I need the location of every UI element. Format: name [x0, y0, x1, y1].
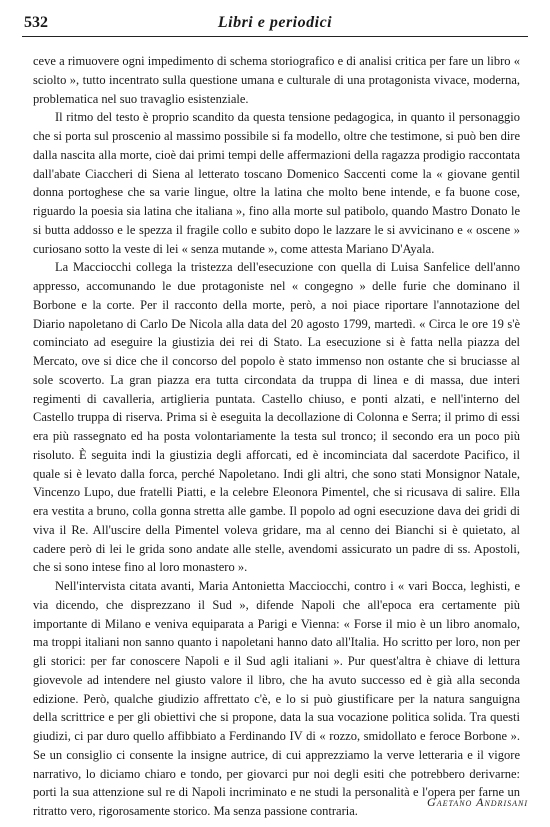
paragraph: ceve a rimuovere ogni impedimento di schema storiografico e di analisi critica per fare un libro « sciolto », tutto incentrato sulla questione umana e culturale di una protagonista vivace, moderna, problematica nel suo travaglio esistenziale.	[33, 54, 520, 106]
page-number: 532	[24, 14, 48, 31]
running-head: Libri e periodici	[217, 14, 333, 31]
author-signature: Gaetano Andrisani	[427, 795, 528, 809]
paragraph: Il ritmo del testo è proprio scandito da questa tensione pedagogica, in quanto il personaggio che si porta sul proscenio al massimo possibile si fa modello, oltre che testimone, si può ben dire dalla nascita alla morte, cioè dai primi tempi delle affermazioni della ragazza prodigio raccontata dall'abate Ciaccheri di Siena al letterato toscano Domenico Saccenti come la « giovane gentil donna portoghese che sa varie lingue, oltre la latina che molto bene intende, e fa buone cose, riguardo la poesia sia latina che italiana », fino alla morte sul patibolo, quando Mastro Donato le si butta addosso e le spezza il fragile collo e subito dopo le lazzare le si avvicinano e « oscene » curiosano sotto la veste di lei « senza mutande », come attesta Mariano D'Ayala.	[33, 110, 520, 256]
page-header	[22, 14, 528, 37]
body-text	[33, 52, 520, 821]
paragraph: Nell'intervista citata avanti, Maria Antonietta Macciocchi, contro i « vari Bocca, leghisti, e via dicendo, che disprezzano il Sud », difende Napoli che all'epoca era certamente più importante di Milano e veniva equiparata a Parigi e Vienna: « Forse il mio è un libro anomalo, ma troppi italiani non sanno quanto i napoletani hanno dato all'Italia. Ho scritto per loro, non per gli storici: per far conoscere Napoli e il Sud agli italiani ». Pur quest'altra è chiave di lettura giovevole ad intendere nel giusto valore il libro, che ha avuto successo ed è già alla seconda edizione. Però, qualche giudizio affrettato c'è, e lo si può giustificare per la natura sanguigna della scrittrice e per gli obiettivi che si propone, data la sua vocazione politica solida. Tra questi giudizi, ci par duro quello affibbiato a Ferdinando IV di « rozzo, smidollato e feroce Borbone ». Se un consiglio ci consente la insigne autrice, di cui apprezziamo la verve letteraria e il vigore narrativo, lo diciamo chiaro e tondo, per giovarci pur noi degli esiti che potrebbero derivarne: porti la sua attenzione sul re di Napoli incriminato e ne studi la personalità e l'opera per farne un ritratto vero, rigorosamente storico. Ma senza passione contraria.	[33, 579, 520, 818]
paragraph: La Macciocchi collega la tristezza dell'esecuzione con quella di Luisa Sanfelice dell'anno appresso, accomunando le due protagoniste nel « congegno » delle furie che dominano il Borbone e la corte. Per il racconto della morte, però, a noi piace riportare l'annotazione del Diario napoletano di Carlo De Nicola alla data del 20 agosto 1799, martedì. « Circa le ore 19 s'è cominciato ad eseguire la giustizia dei rei di Stato. La esecuzione si è fatta nella piazza del Mercato, ove si dice che il concorso del popolo è stato immenso non ostante che si bruciasse al sole scoverto. La gran piazza era tutta circondata da truppa di linea e di massa, due interi regimenti di cavalleria, artiglieria puntata. Castello chiuso, e ponti alzati, e nell'interno del Castello truppa di riserva. Prima si è eseguita la decollazione di Colonna e Serra; il primo di essi era più rassegnato ed ha posta volontariamente la testa sul tronco; il secondo era un poco più risoluto. È seguita indi la giustizia degli afforcati, ed è incominciata dal sacerdote Pacifico, il quale si è levato dalla forca, perché Napoletano. Indi gli altri, che sono stati Monsignor Natale, Vincenzo Lupo, due fratelli Piatti, e la celebre Eleonora Pimentel, che si ricusava di salire. Ella era vestita a bruno, colla gonna stretta alle gambe. Il popolo ad ogni esecuzione dava dei gridi di viva il Re. All'uscire della Pimentel voleva gridare, ma al cenno dei Bianchi si è quietato, al cadere però di lei le grida sono andate alle stelle, avendomi assicurato un padre di ss. Apostoli, che si sono intese fino al loro monastero ».	[33, 260, 520, 575]
